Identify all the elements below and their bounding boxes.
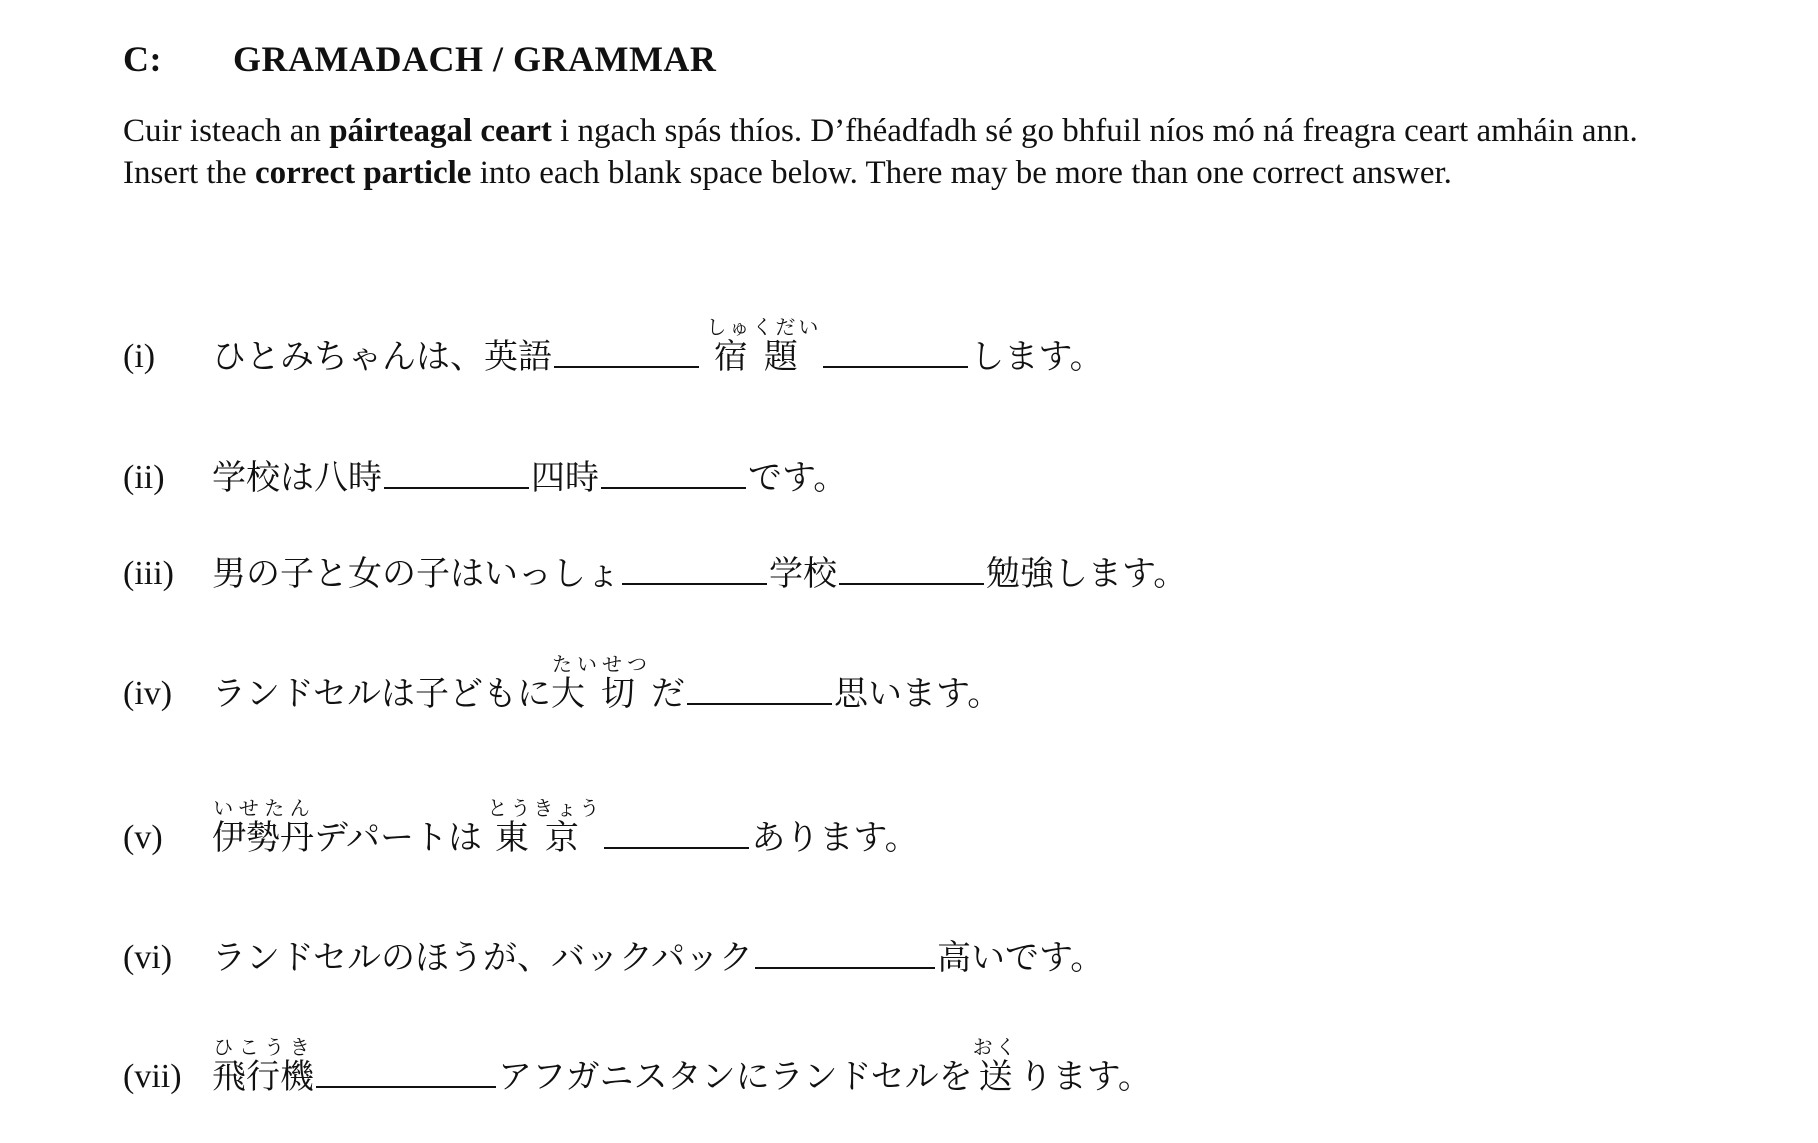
instructions-irish <box>123 110 1763 152</box>
item-sentence <box>212 653 1001 714</box>
item-sentence <box>212 554 1187 594</box>
furigana-reading: しゅくだい <box>706 315 822 339</box>
answer-blank-1[interactable] <box>755 961 935 969</box>
sentence-text: 四時 <box>531 458 599 498</box>
item-number: (ii) <box>123 459 165 496</box>
furigana-reading: とうきょう <box>487 796 603 820</box>
sentence-text: あります。 <box>751 818 919 858</box>
sentence-text: です。 <box>748 458 848 498</box>
item-number: (iv) <box>123 675 173 712</box>
furigana-reading: ひこうき <box>212 1035 314 1059</box>
furigana-reading: たいせつ <box>550 652 651 676</box>
item-number: (v) <box>123 819 163 856</box>
item-sentence <box>212 1036 1152 1097</box>
answer-blank-1[interactable] <box>687 697 832 705</box>
sentence-text: ります。 <box>1018 1057 1152 1097</box>
furigana-word <box>972 1035 1019 1097</box>
kanji-base: 東京 <box>494 818 595 858</box>
instructions-english-text-end: into each blank space below. There may be more than one correct answer. <box>471 155 1452 191</box>
answer-blank-1[interactable] <box>622 577 767 585</box>
furigana-word <box>487 796 603 858</box>
sentence-text: アフガニスタンにランドセルを <box>498 1057 973 1097</box>
item-number: (vii) <box>123 1058 182 1095</box>
item-number: (i) <box>123 338 156 375</box>
sentence-text: 思います。 <box>833 674 1002 714</box>
sentence-text: 学校は八時 <box>212 458 382 498</box>
item-sentence <box>212 938 1104 978</box>
instructions-irish-text-end: i ngach spás thíos. D’fhéadfadh sé go bhfuil níos mó ná freagra ceart amháin ann. <box>551 113 1638 149</box>
furigana-word <box>706 315 822 377</box>
answer-blank-1[interactable] <box>604 841 749 849</box>
item-number: (iii) <box>123 555 174 592</box>
answer-blank-2[interactable] <box>823 360 968 368</box>
kanji-base: 宿題 <box>713 337 814 377</box>
item-sentence <box>212 797 919 858</box>
furigana-reading: いせたん <box>212 796 314 820</box>
section-letter: C: <box>123 39 162 79</box>
answer-blank-2[interactable] <box>601 481 746 489</box>
kanji-base: 飛行機 <box>212 1057 314 1097</box>
item-number: (vi) <box>123 939 173 976</box>
furigana-reading: おく <box>972 1035 1019 1059</box>
answer-blank-1[interactable] <box>316 1080 496 1088</box>
sentence-text: 学校 <box>769 554 837 594</box>
kanji-base: 送 <box>978 1057 1013 1097</box>
section-heading <box>123 38 716 80</box>
answer-blank-1[interactable] <box>554 360 699 368</box>
kanji-base: 大切 <box>550 674 651 714</box>
sentence-text: 勉強します。 <box>986 554 1188 594</box>
sentence-text: ひとみちゃんは、英語 <box>212 337 552 377</box>
answer-blank-2[interactable] <box>839 577 984 585</box>
furigana-word <box>550 652 651 714</box>
item-sentence <box>212 458 847 498</box>
kanji-base: 伊勢丹 <box>212 818 314 858</box>
answer-blank-1[interactable] <box>384 481 529 489</box>
sentence-text: ランドセルのほうが、バックパック <box>212 938 753 978</box>
instructions-english-bold: correct particle <box>254 155 472 191</box>
instructions-english <box>123 152 1763 194</box>
sentence-text: 高いです。 <box>936 938 1105 978</box>
item-sentence <box>212 316 1104 377</box>
furigana-word <box>212 1035 314 1097</box>
section-title: GRAMADACH / GRAMMAR <box>233 39 717 79</box>
sentence-text: だ <box>650 674 685 714</box>
instructions-english-text: Insert the <box>123 155 255 191</box>
instructions-irish-text: Cuir isteach an <box>123 113 330 149</box>
instructions-irish-bold: páirteagal ceart <box>329 113 552 149</box>
sentence-text: ランドセルは子どもに <box>212 674 551 714</box>
sentence-text: 男の子と女の子はいっしょ <box>212 554 620 594</box>
furigana-word <box>212 796 314 858</box>
sentence-text: デパートは <box>314 818 482 858</box>
instructions <box>123 110 1763 194</box>
sentence-text: します。 <box>970 337 1104 377</box>
